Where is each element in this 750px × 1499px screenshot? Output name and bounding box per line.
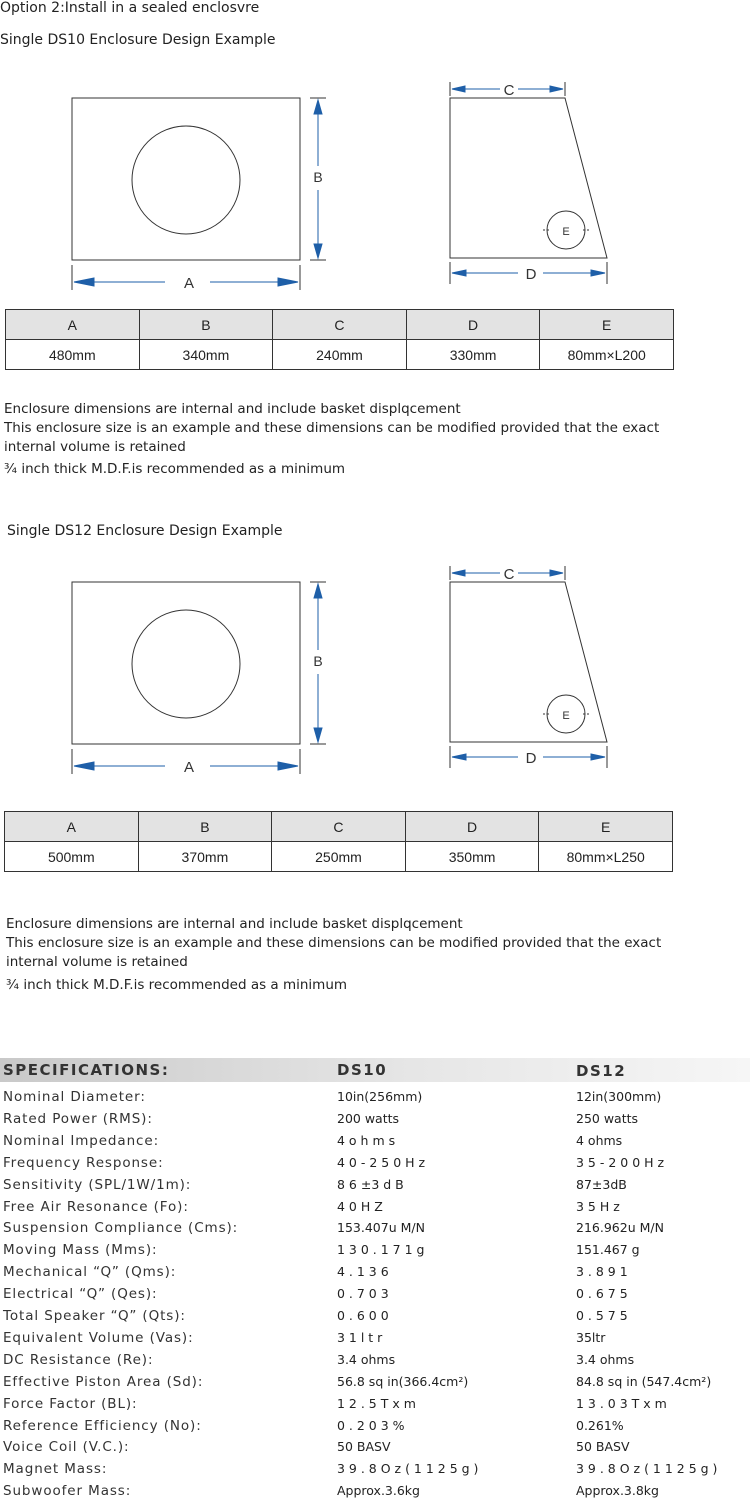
spec-label: Suspension Compliance (Cms): xyxy=(3,1220,239,1236)
ds12-label-b: B xyxy=(313,653,323,669)
ds10-value-a: 480mm xyxy=(6,340,140,370)
ds12-label-a: A xyxy=(183,759,195,776)
ds10-enclosure-diagram xyxy=(0,78,750,298)
spec-value-ds10: 56.8 sq in(366.4cm²) xyxy=(337,1374,469,1389)
ds10-value-c: 240mm xyxy=(273,340,407,370)
spec-value-ds10: 153.407u M/N xyxy=(337,1220,425,1235)
ds12-dimension-table xyxy=(4,811,673,872)
spec-value-ds12: 0 . 6 7 5 xyxy=(576,1286,628,1301)
spec-value-ds12: 84.8 sq in (547.4cm²) xyxy=(576,1374,712,1389)
ds10-note-4: ¾ inch thick M.D.F.is recommended as a minimum xyxy=(4,461,346,477)
spec-value-ds12: 50 BASV xyxy=(576,1439,630,1454)
spec-value-ds10: 200 watts xyxy=(337,1111,400,1126)
spec-value-ds12: 3 . 8 9 1 xyxy=(576,1264,628,1279)
spec-value-ds12: 35ltr xyxy=(576,1330,606,1345)
specifications-col-ds12: DS12 xyxy=(576,1062,627,1080)
spec-value-ds10: 4 . 1 3 6 xyxy=(337,1264,389,1279)
ds10-front-panel xyxy=(72,98,300,260)
spec-value-ds10: 3.4 ohms xyxy=(337,1352,396,1367)
ds12-header-d: D xyxy=(405,812,539,842)
ds10-label-a: A xyxy=(183,275,195,292)
spec-label: Frequency Response: xyxy=(3,1155,164,1171)
spec-label: Reference Efficiency (No): xyxy=(3,1418,202,1434)
spec-label: Equivalent Volume (Vas): xyxy=(3,1330,194,1346)
spec-label: Subwoofer Mass: xyxy=(3,1483,132,1499)
spec-value-ds12: 151.467 g xyxy=(576,1242,640,1257)
specifications-header-bar xyxy=(0,1058,750,1082)
specifications-col-ds10: DS10 xyxy=(337,1061,388,1079)
ds12-front-panel xyxy=(72,582,300,744)
ds12-note-1: Enclosure dimensions are internal and include basket displqcement xyxy=(6,916,463,932)
spec-label: Moving Mass (Mms): xyxy=(3,1242,158,1258)
spec-value-ds12: 250 watts xyxy=(576,1111,639,1126)
spec-label: DC Resistance (Re): xyxy=(3,1352,154,1368)
spec-value-ds12: 4 ohms xyxy=(576,1133,623,1148)
ds12-speaker-cutout xyxy=(132,610,240,718)
spec-value-ds10: 4 0 - 2 5 0 H z xyxy=(337,1155,426,1170)
ds10-dimension-table xyxy=(5,309,674,370)
ds10-value-b: 340mm xyxy=(139,340,273,370)
ds10-header-c: C xyxy=(273,310,407,340)
ds10-header-e: E xyxy=(540,310,674,340)
spec-label: Effective Piston Area (Sd): xyxy=(3,1374,204,1390)
ds12-label-e: E xyxy=(562,710,570,722)
spec-label: Total Speaker “Q” (Qts): xyxy=(3,1308,186,1324)
ds12-header-a: A xyxy=(5,812,139,842)
ds12-value-e: 80mm×L250 xyxy=(539,842,673,872)
spec-label: Mechanical “Q” (Qms): xyxy=(3,1264,177,1280)
ds12-header-b: B xyxy=(138,812,272,842)
ds10-label-e: E xyxy=(562,226,570,238)
ds12-label-c: C xyxy=(503,566,515,583)
ds12-value-a: 500mm xyxy=(5,842,139,872)
spec-value-ds12: 3 9 . 8 O z ( 1 1 2 5 g ) xyxy=(576,1461,718,1476)
spec-label: Free Air Resonance (Fo): xyxy=(3,1199,189,1215)
ds10-header-a: A xyxy=(6,310,140,340)
spec-value-ds12: 12in(300mm) xyxy=(576,1089,662,1104)
spec-value-ds12: 3 5 - 2 0 0 H z xyxy=(576,1155,665,1170)
option-title: Option 2:Install in a sealed enclosvre xyxy=(0,0,260,16)
spec-value-ds10: 3 1 l t r xyxy=(337,1330,383,1345)
spec-value-ds12: 1 3 . 0 3 T x m xyxy=(576,1396,667,1411)
ds12-header-c: C xyxy=(272,812,406,842)
spec-value-ds12: 0.261% xyxy=(576,1418,624,1433)
ds10-section-title: Single DS10 Enclosure Design Example xyxy=(0,32,276,48)
spec-label: Nominal Impedance: xyxy=(3,1133,160,1149)
spec-label: Electrical “Q” (Qes): xyxy=(3,1286,158,1302)
spec-label: Force Factor (BL): xyxy=(3,1396,138,1412)
spec-value-ds10: 8 6 ±3 d B xyxy=(337,1177,404,1192)
ds10-note-1: Enclosure dimensions are internal and include basket displqcement xyxy=(4,401,461,417)
spec-value-ds10: 0 . 6 0 0 xyxy=(337,1308,389,1323)
spec-label: Sensitivity (SPL/1W/1m): xyxy=(3,1177,192,1193)
ds10-note-2: This enclosure size is an example and these dimensions can be modified provided that the exact xyxy=(4,420,660,436)
spec-value-ds12: 3.4 ohms xyxy=(576,1352,635,1367)
ds10-label-b: B xyxy=(313,169,323,185)
ds10-header-b: B xyxy=(139,310,273,340)
spec-value-ds10: 0 . 7 0 3 xyxy=(337,1286,389,1301)
ds10-side-panel xyxy=(450,98,607,258)
ds12-value-c: 250mm xyxy=(272,842,406,872)
ds10-value-d: 330mm xyxy=(406,340,540,370)
ds10-value-e: 80mm×L200 xyxy=(540,340,674,370)
spec-value-ds12: 87±3dB xyxy=(576,1177,627,1192)
spec-label: Rated Power (RMS): xyxy=(3,1111,153,1127)
ds10-header-d: D xyxy=(406,310,540,340)
spec-value-ds10: 0 . 2 0 3 % xyxy=(337,1418,405,1433)
spec-label: Voice Coil (V.C.): xyxy=(3,1439,130,1455)
ds10-label-c: C xyxy=(503,82,515,99)
spec-value-ds12: 0 . 5 7 5 xyxy=(576,1308,628,1323)
ds12-value-b: 370mm xyxy=(138,842,272,872)
spec-value-ds12: 216.962u M/N xyxy=(576,1220,664,1235)
ds10-label-d: D xyxy=(525,266,537,283)
ds12-header-e: E xyxy=(539,812,673,842)
specifications-title: SPECIFICATIONS: xyxy=(3,1061,170,1079)
spec-value-ds10: 3 9 . 8 O z ( 1 1 2 5 g ) xyxy=(337,1461,479,1476)
ds10-note-3: internal volume is retained xyxy=(4,439,186,455)
ds12-section-title: Single DS12 Enclosure Design Example xyxy=(7,523,283,539)
spec-value-ds10: 10in(256mm) xyxy=(337,1089,423,1104)
ds12-label-d: D xyxy=(525,750,537,767)
spec-value-ds12: Approx.3.8kg xyxy=(576,1483,659,1498)
spec-label: Nominal Diameter: xyxy=(3,1089,146,1105)
spec-label: Magnet Mass: xyxy=(3,1461,108,1477)
spec-value-ds10: Approx.3.6kg xyxy=(337,1483,420,1498)
ds12-value-d: 350mm xyxy=(405,842,539,872)
spec-value-ds10: 1 3 0 . 1 7 1 g xyxy=(337,1242,425,1257)
spec-value-ds10: 50 BASV xyxy=(337,1439,391,1454)
spec-value-ds10: 4 o h m s xyxy=(337,1133,396,1148)
spec-value-ds10: 4 0 H Z xyxy=(337,1199,383,1214)
ds12-enclosure-diagram xyxy=(0,562,750,782)
ds10-speaker-cutout xyxy=(132,126,240,234)
ds12-note-3: internal volume is retained xyxy=(6,954,188,970)
spec-value-ds10: 1 2 . 5 T x m xyxy=(337,1396,416,1411)
ds12-side-panel xyxy=(450,582,607,742)
ds12-note-4: ¾ inch thick M.D.F.is recommended as a minimum xyxy=(6,977,348,993)
ds12-note-2: This enclosure size is an example and these dimensions can be modified provided that the exact xyxy=(6,935,662,951)
spec-value-ds12: 3 5 H z xyxy=(576,1199,620,1214)
